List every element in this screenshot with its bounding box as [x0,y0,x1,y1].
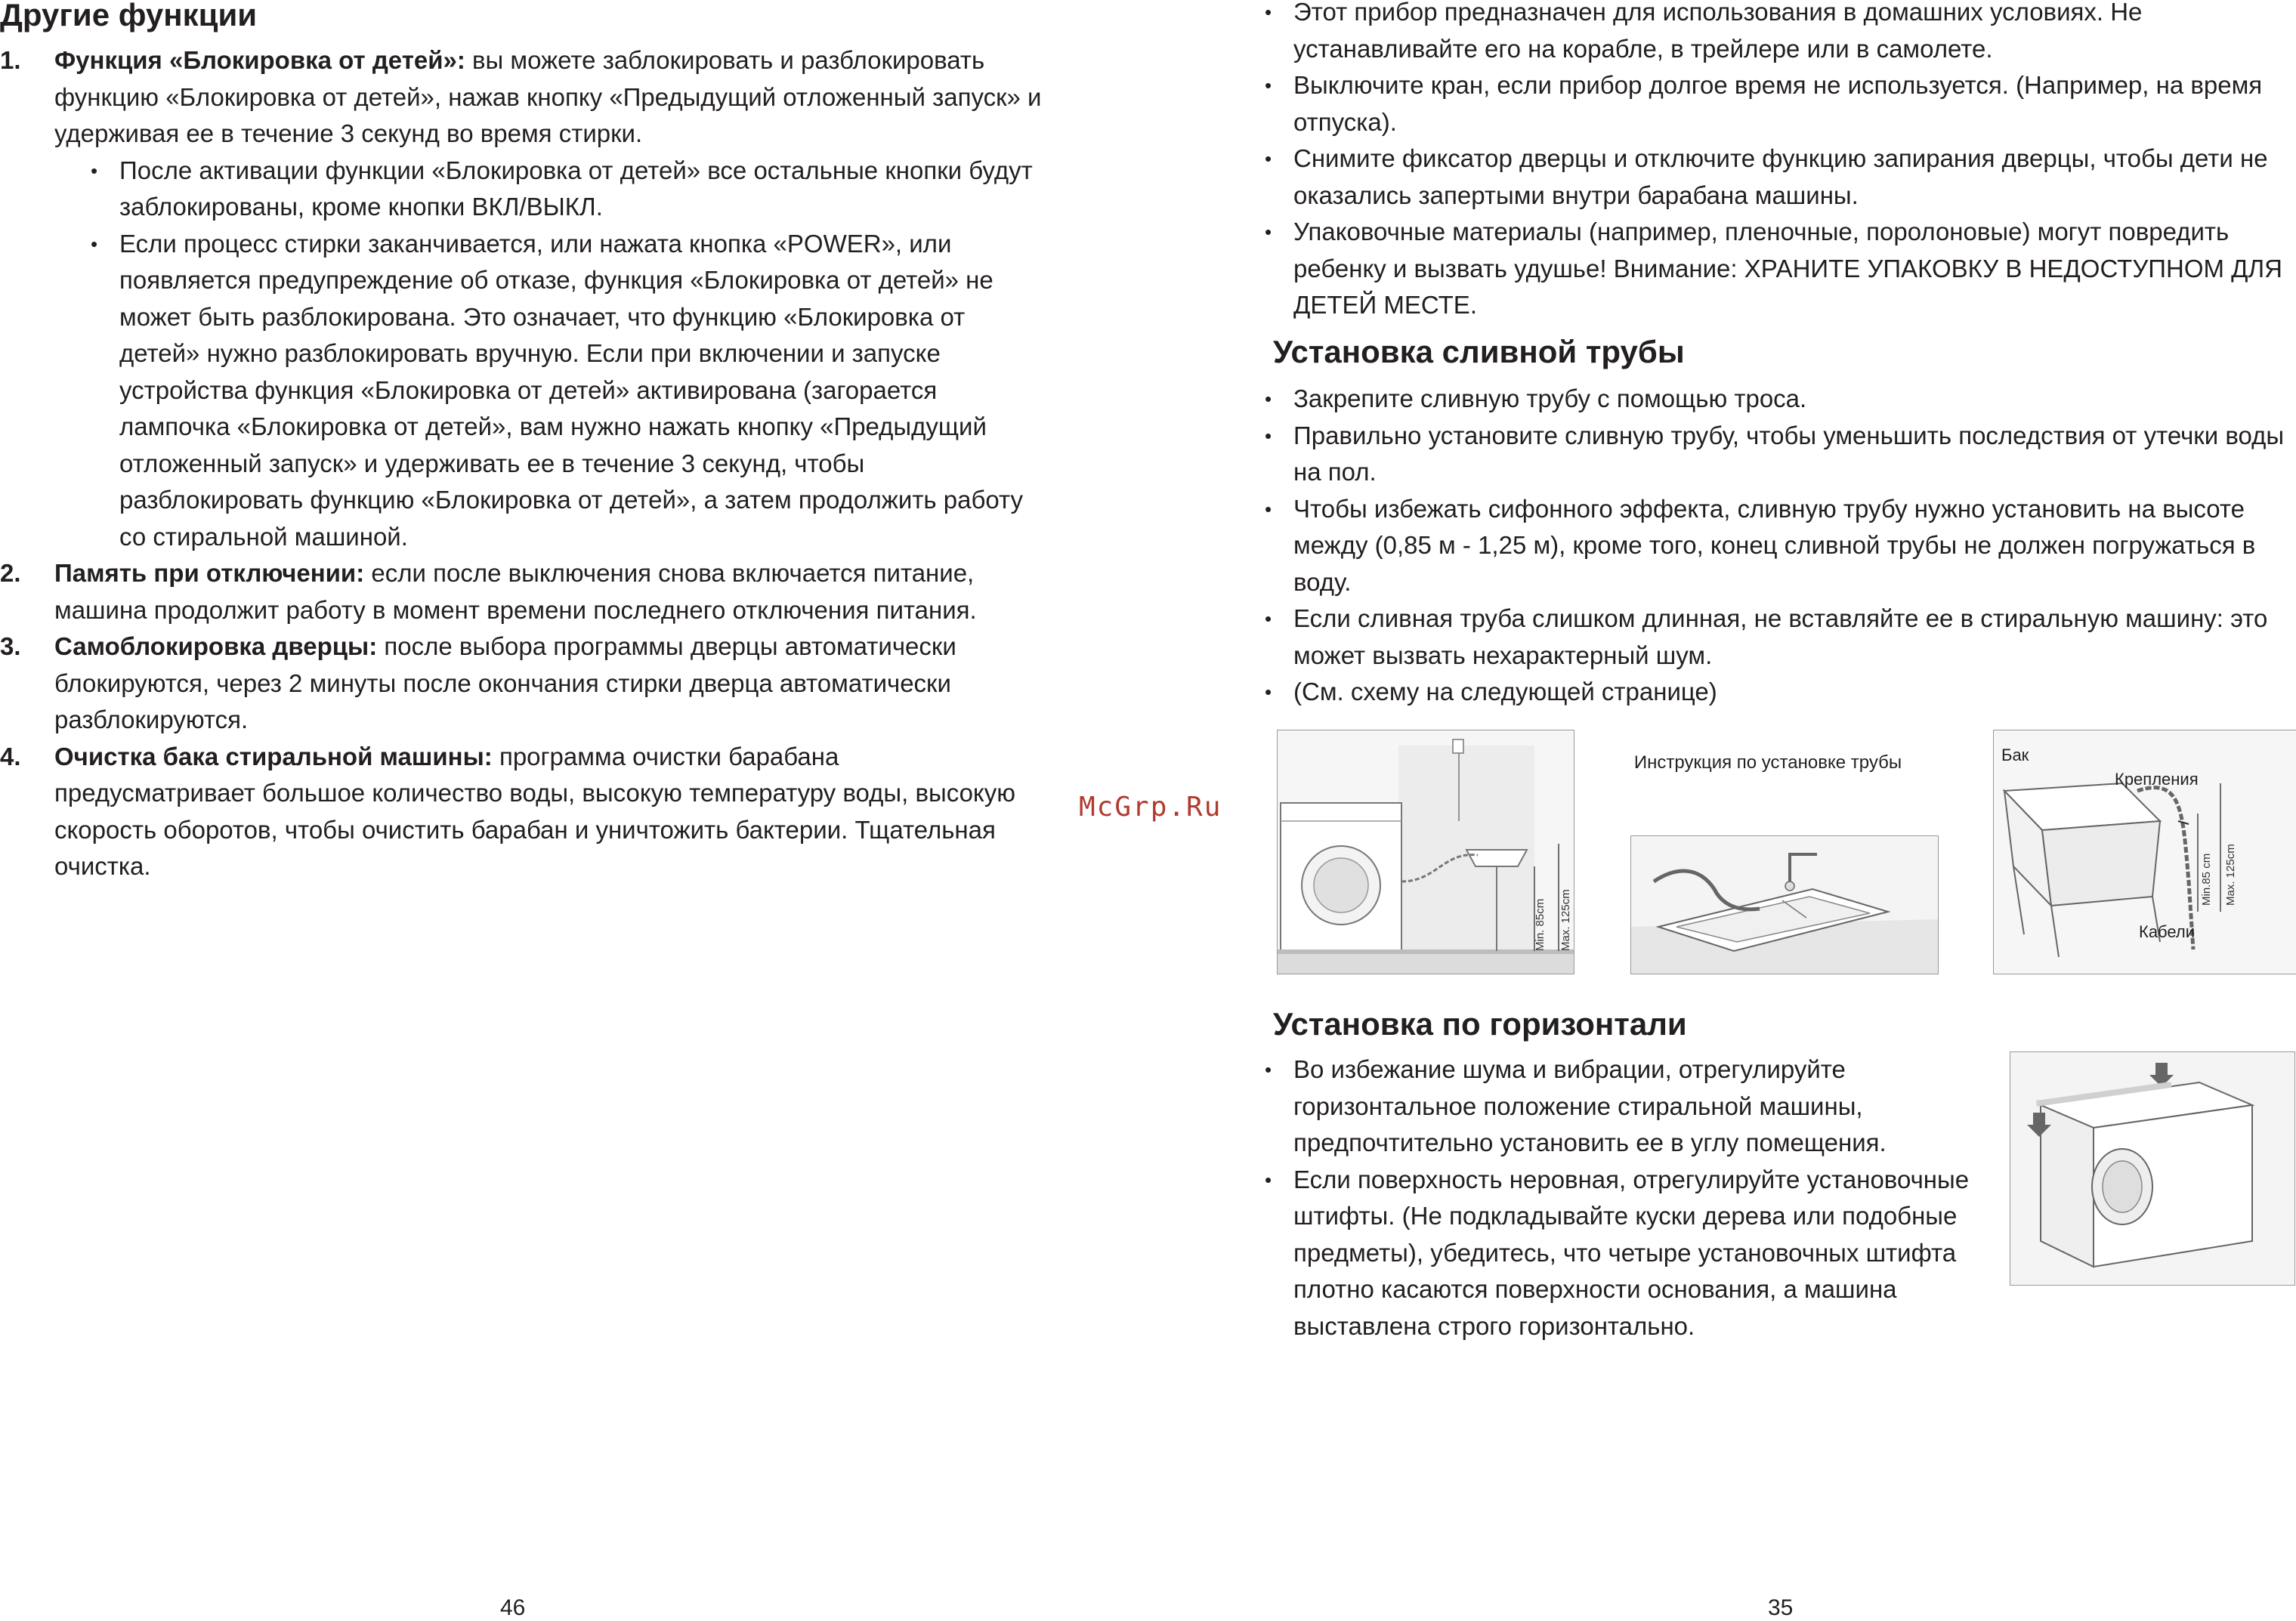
washer-sink-illustration [1278,730,1574,974]
mounts-label: Крепления [2115,770,2199,789]
list-item: • Закрепите сливную трубу с помощью троса. [1260,381,2296,418]
tank-label: Бак [2001,746,2029,764]
max-height-label: Max. 125cm [1559,889,1572,951]
level-bullets [1260,1051,1970,1345]
min-height-label: Min.85 cm [2200,853,2213,906]
list-item: • Если сливная труба слишком длинная, не вставляйте ее в стиральную машину: это может вызвать нехарактерный шум. [1260,601,2296,674]
section-heading-other-functions: Другие функции [0,0,258,32]
list-item: • Чтобы избежать сифонного эффекта, сливную трубу нужно установить на высоте между (0,85 м - 1,25 м), кроме того, конец сливной трубы не должен погружаться в воду. [1260,491,2296,601]
list-item: • Правильно установите сливную трубу, чтобы уменьшить последствия от утечки воды на пол. [1260,418,2296,491]
leveling-figure [2010,1051,2295,1286]
item-title: Очистка бака стиральной машины: [54,742,493,770]
item-number: 2. [0,559,21,587]
list-item [0,555,1043,628]
list-item [0,42,1043,555]
list-item: • Если поверхность неровная, отрегулируйте установочные штифты. (Не подкладывайте куски дерева или подобные предметы), убедитесь, что четыре установочных штифта плотно касаются поверхности основания, а машина выставлена строго горизонтально. [1260,1162,1970,1345]
list-item [0,739,1043,885]
item-title: Память при отключении: [54,559,365,587]
list-item: • Этот прибор предназначен для использования в домашних условиях. Не устанавливайте его на корабле, в трейлере или в самолете. [1260,0,2296,67]
section-heading-drain: Установка сливной трубы [1273,334,1685,369]
list-item: • Выключите кран, если прибор долгое время не используется. (Например, на время отпуска). [1260,67,2296,140]
washer-leveling-illustration [2010,1052,2294,1285]
drain-height-figure [1277,730,1574,974]
item-text: программа очистки барабана предусматривает большое количество воды, высокую температуру воды, высокую скорость оборотов, чтобы очистить барабан и уничтожить бактерии. Тщательная очистка. [54,742,1015,880]
item-text: если после выключения снова включается питание, машина продолжит работу в момент времени последнего отключения питания. [54,559,977,624]
section-heading-level: Установка по горизонтали [1273,1006,1687,1042]
list-item: • Упаковочные материалы (например, пленочные, поролоновые) могут повредить ребенку и вызвать удушье! Внимание: ХРАНИТЕ УПАКОВКУ В НЕДОСТУПНОМ ДЛЯ ДЕТЕЙ МЕСТЕ. [1260,214,2296,324]
pipe-instruction-caption: Инструкция по установке трубы [1633,752,1902,773]
item-title: Функция «Блокировка от детей»: [54,46,465,74]
item-title: Самоблокировка дверцы: [54,632,378,660]
list-item: • Во избежание шума и вибрации, отрегулируйте горизонтальное положение стиральной машины, предпочтительно установить ее в углу помещения. [1260,1051,1970,1162]
max-height-label: Max. 125cm [2224,844,2237,906]
functions-list [0,42,1043,885]
pipe-installation-figure [1630,835,1939,974]
item-number: 1. [0,46,21,74]
watermark: McGrp.Ru [1079,792,1222,823]
sub-list [54,153,1043,556]
page-number-right: 35 [1768,1595,1794,1620]
item-text: вы можете заблокировать и разблокировать функцию «Блокировка от детей», нажав кнопку «Предыдущий отложенный запуск» и удерживая ее в течение 3 секунд во время стирки. [54,46,1042,147]
list-item: • Если процесс стирки заканчивается, или нажата кнопка «POWER», или появляется предупреждение об отказе, функция «Блокировка от детей» не может быть разблокирована. Это означает, что функцию «Блокировка от детей» нужно разблокировать вручную. Если при включении и запуске устройства функция «Блокировка от детей» активирована (загорается лампочка «Блокировка от детей», вам нужно нажать кнопку «Предыдущий отложенный запуск» и удерживать ее в течение 3 секунд, чтобы разблокировать функцию «Блокировка от детей», а затем продолжить работу со стиральной машиной. [86,226,1043,556]
item-text: после выбора программы дверцы автоматически блокируются, через 2 минуты после окончания стирки дверца автоматически разблокируются. [54,632,956,733]
item-number: 4. [0,742,21,770]
list-item: • Снимите фиксатор дверцы и отключите функцию запирания дверцы, чтобы дети не оказались запертыми внутри барабана машины. [1260,140,2296,214]
tank-illustration [1994,730,2296,974]
min-height-label: Min. 85cm [1534,898,1547,951]
drain-bullets [1260,381,2296,711]
tank-mount-figure [1993,730,2296,974]
safety-bullets [1260,0,2296,324]
sink-hose-illustration [1631,836,1938,974]
list-item [0,628,1043,739]
list-item: • После активации функции «Блокировка от детей» все остальные кнопки будут заблокированы, кроме кнопки ВКЛ/ВЫКЛ. [86,153,1043,226]
page-number-left: 46 [500,1595,526,1620]
cables-label: Кабели [2139,922,2196,941]
item-number: 3. [0,632,21,660]
list-item: • (См. схему на следующей странице) [1260,674,2296,711]
